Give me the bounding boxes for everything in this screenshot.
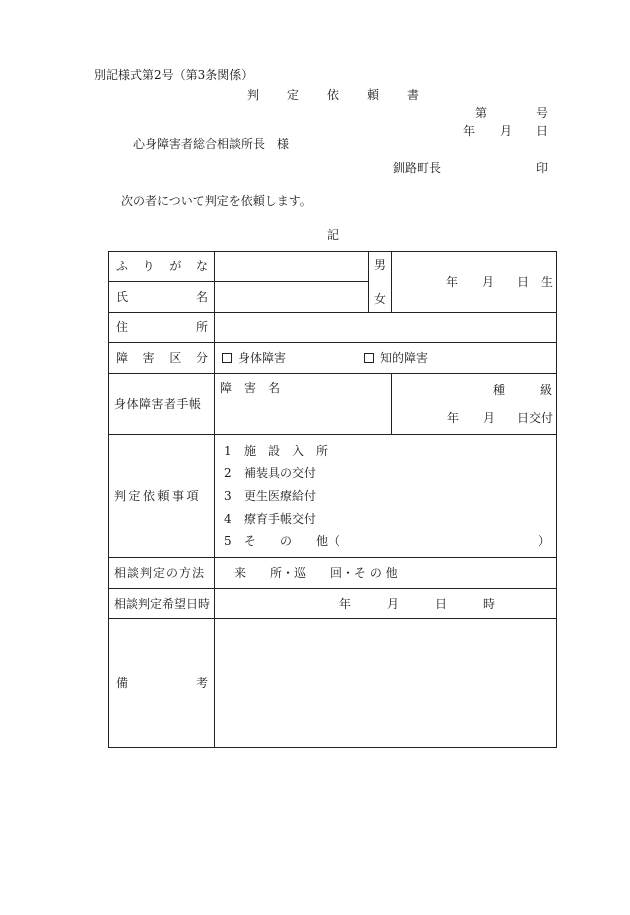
ki-heading: 記: [327, 228, 340, 242]
handbook-label: 身体障害者手帳: [114, 397, 202, 411]
date-year: 年: [463, 124, 476, 138]
sex-column-divider: [368, 251, 369, 312]
label-char: な: [195, 259, 208, 273]
row-divider: [108, 342, 557, 343]
disability-category-label: [116, 351, 208, 365]
preferred-date-value: 年 月 日 時: [339, 597, 496, 611]
label-char: 氏: [116, 290, 129, 304]
item-number: 3: [224, 489, 232, 503]
doc-number-suffix: 号: [536, 106, 549, 120]
label-char: 備: [116, 676, 129, 690]
row-divider: [108, 312, 557, 313]
label-char: が: [169, 259, 182, 273]
disability-name-label: 障 害 名: [220, 381, 281, 395]
option-label: 知的障害: [380, 351, 429, 365]
birth-month: 月: [482, 275, 495, 289]
physical-disability-option[interactable]: [222, 351, 286, 365]
grade-type-label: 種: [493, 383, 506, 397]
request-item: [224, 512, 316, 526]
method-label: 相談判定の方法: [114, 566, 206, 580]
issue-day: 日交付: [517, 411, 554, 425]
title-char: 依: [326, 88, 339, 102]
label-column-divider: [214, 251, 215, 748]
grade-class-label: 級: [540, 383, 553, 397]
request-text: 次の者について判定を依頼します。: [121, 194, 312, 208]
item-number: 1: [224, 444, 232, 458]
row-divider: [108, 557, 557, 558]
remarks-label: [116, 676, 208, 690]
item-label: 更生医療給付: [244, 489, 317, 503]
item-number: 2: [224, 466, 232, 480]
sex-female: 女: [374, 292, 387, 306]
item-label: 施 設 入 所: [244, 444, 329, 458]
sex-male: 男: [374, 258, 387, 272]
label-char: ふ: [116, 259, 129, 273]
title-char: 書: [406, 88, 419, 102]
sender: 釧路町長: [393, 161, 442, 175]
label-char: 住: [116, 320, 129, 334]
birth-column-divider: [391, 251, 392, 312]
item-label: そ の 他（: [244, 534, 341, 548]
item-label: 補装具の交付: [244, 466, 317, 480]
furigana-label: [116, 259, 208, 273]
checkbox-icon[interactable]: [222, 353, 232, 363]
intellectual-disability-option[interactable]: [364, 351, 428, 365]
request-item: [224, 534, 340, 548]
date-day: 日: [536, 124, 549, 138]
issue-month: 月: [483, 411, 496, 425]
request-items-label: 判定依頼事項: [114, 489, 202, 503]
row-divider: [108, 588, 557, 589]
handbook-column-divider: [391, 373, 392, 434]
seal-mark: 印: [536, 161, 549, 175]
row-divider: [108, 373, 557, 374]
birth-year: 年: [446, 275, 459, 289]
item-label: 療育手帳交付: [244, 512, 317, 526]
title-char: 頼: [366, 88, 379, 102]
birth-day: 日 生: [517, 275, 554, 289]
row-divider: [108, 618, 557, 619]
address-label: [116, 320, 208, 334]
label-char: 考: [195, 676, 208, 690]
document-title: [247, 88, 419, 102]
name-label: [116, 290, 208, 304]
checkbox-icon[interactable]: [364, 353, 374, 363]
label-char: り: [142, 259, 155, 273]
option-label: 身体障害: [238, 351, 287, 365]
label-char: 名: [195, 290, 208, 304]
other-close-paren: ）: [538, 534, 551, 548]
doc-number-label: 第: [475, 106, 488, 120]
method-value: 来 所・巡 回・そ の 他: [234, 566, 398, 580]
label-char: 所: [195, 320, 208, 334]
preferred-date-label: 相談判定希望日時: [114, 597, 211, 611]
date-month: 月: [500, 124, 513, 138]
request-item: [224, 466, 316, 480]
label-char: 区: [169, 351, 182, 365]
item-number: 5: [224, 534, 232, 548]
label-char: 障: [116, 351, 129, 365]
request-item: [224, 489, 316, 503]
addressee: 心身障害者総合相談所長 様: [133, 137, 290, 151]
label-char: 分: [195, 351, 208, 365]
item-number: 4: [224, 512, 232, 526]
form-number: 別記様式第2号（第3条関係）: [94, 68, 254, 82]
issue-year: 年: [447, 411, 460, 425]
title-char: 判: [247, 88, 260, 102]
label-char: 害: [142, 351, 155, 365]
title-char: 定: [286, 88, 299, 102]
request-item: [224, 444, 328, 458]
row-divider: [108, 281, 368, 282]
row-divider: [108, 434, 557, 435]
